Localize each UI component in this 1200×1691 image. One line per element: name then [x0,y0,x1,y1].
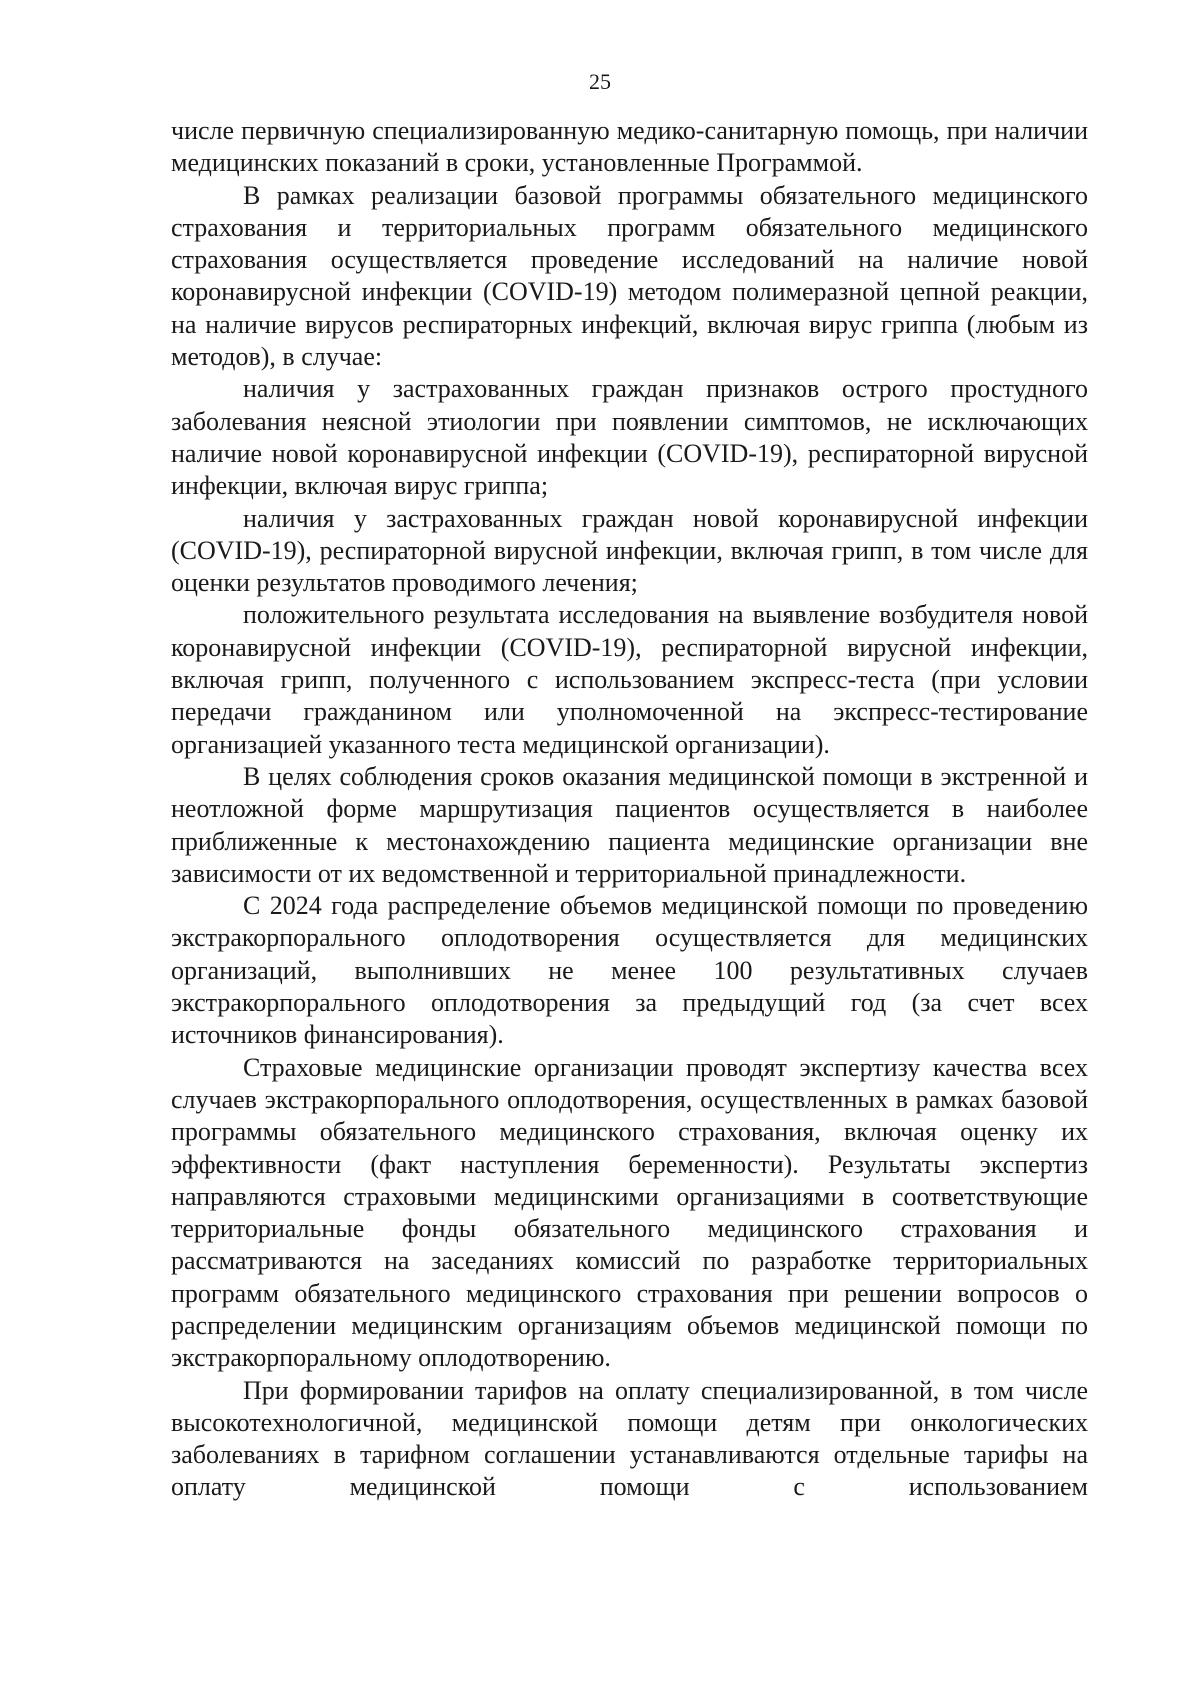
body-paragraph: В рамках реализации базовой программы обязательного медицинского страхования и территориальных программ обязательного медицинского страхования осуществляется проведение исследований на наличие новой коронавирусной инфекции (COVID-19) методом полимеразной цепной реакции, на наличие вирусов респираторных инфекций, включая вирус гриппа (любым из методов), в случае: [171,180,1088,372]
body-paragraph: При формировании тарифов на оплату специализированной, в том числе высокотехнологичной, медицинской помощи детям при онкологических заболеваниях в тарифном соглашении устанавливаются отдельные тарифы на оплату медицинской помощи с использованием [171,1375,1088,1502]
body-paragraph: В целях соблюдения сроков оказания медицинской помощи в экстренной и неотложной форме маршрутизация пациентов осуществляется в наиболее приближенные к местонахождению пациента медицинские организации вне зависимости от их ведомственной и территориальной принадлежности. [171,761,1088,888]
body-paragraph: Страховые медицинские организации проводят экспертизу качества всех случаев экстракорпорального оплодотворения, осуществленных в рамках базовой программы обязательного медицинского страхования, включая оценку их эффективности (факт наступления беременности). Результаты экспертиз направляются страховыми медицинскими организациями в соответствующие территориальные фонды обязательного медицинского страхования и рассматриваются на заседаниях комиссий по разработке территориальных программ обязательного медицинского страхования при решении вопросов о распределении медицинским организациям объемов медицинской помощи по экстракорпоральному оплодотворению. [171,1052,1088,1373]
body-paragraph: положительного результата исследования на выявление возбудителя новой коронавирусной инфекции (COVID-19), респираторной вирусной инфекции, включая грипп, полученного с использованием экспресс-теста (при условии передачи гражданином или уполномоченной на экспресс-тестирование организацией указанного теста медицинской организации). [171,600,1088,759]
body-paragraph: наличия у застрахованных граждан новой коронавирусной инфекции (COVID-19), респираторной вирусной инфекции, включая грипп, в том числе для оценки результатов проводимого лечения; [171,503,1088,598]
page-number: 25 [589,69,611,94]
body-paragraph: числе первичную специализированную медико-санитарную помощь, при наличии медицинских показаний в сроки, установленные Программой. [171,116,1088,178]
body-paragraph: наличия у застрахованных граждан признаков острого простудного заболевания неясной этиологии при появлении симптомов, не исключающих наличие новой коронавирусной инфекции (COVID-19), респираторной вирусной инфекции, включая вирус гриппа; [171,374,1088,501]
body-paragraph: С 2024 года распределение объемов медицинской помощи по проведению экстракорпорального оплодотворения осуществляется для медицинских организаций, выполнивших не менее 100 результативных случаев экстракорпорального оплодотворения за предыдущий год (за счет всех источников финансирования). [171,891,1088,1050]
document-body [171,115,1088,1504]
